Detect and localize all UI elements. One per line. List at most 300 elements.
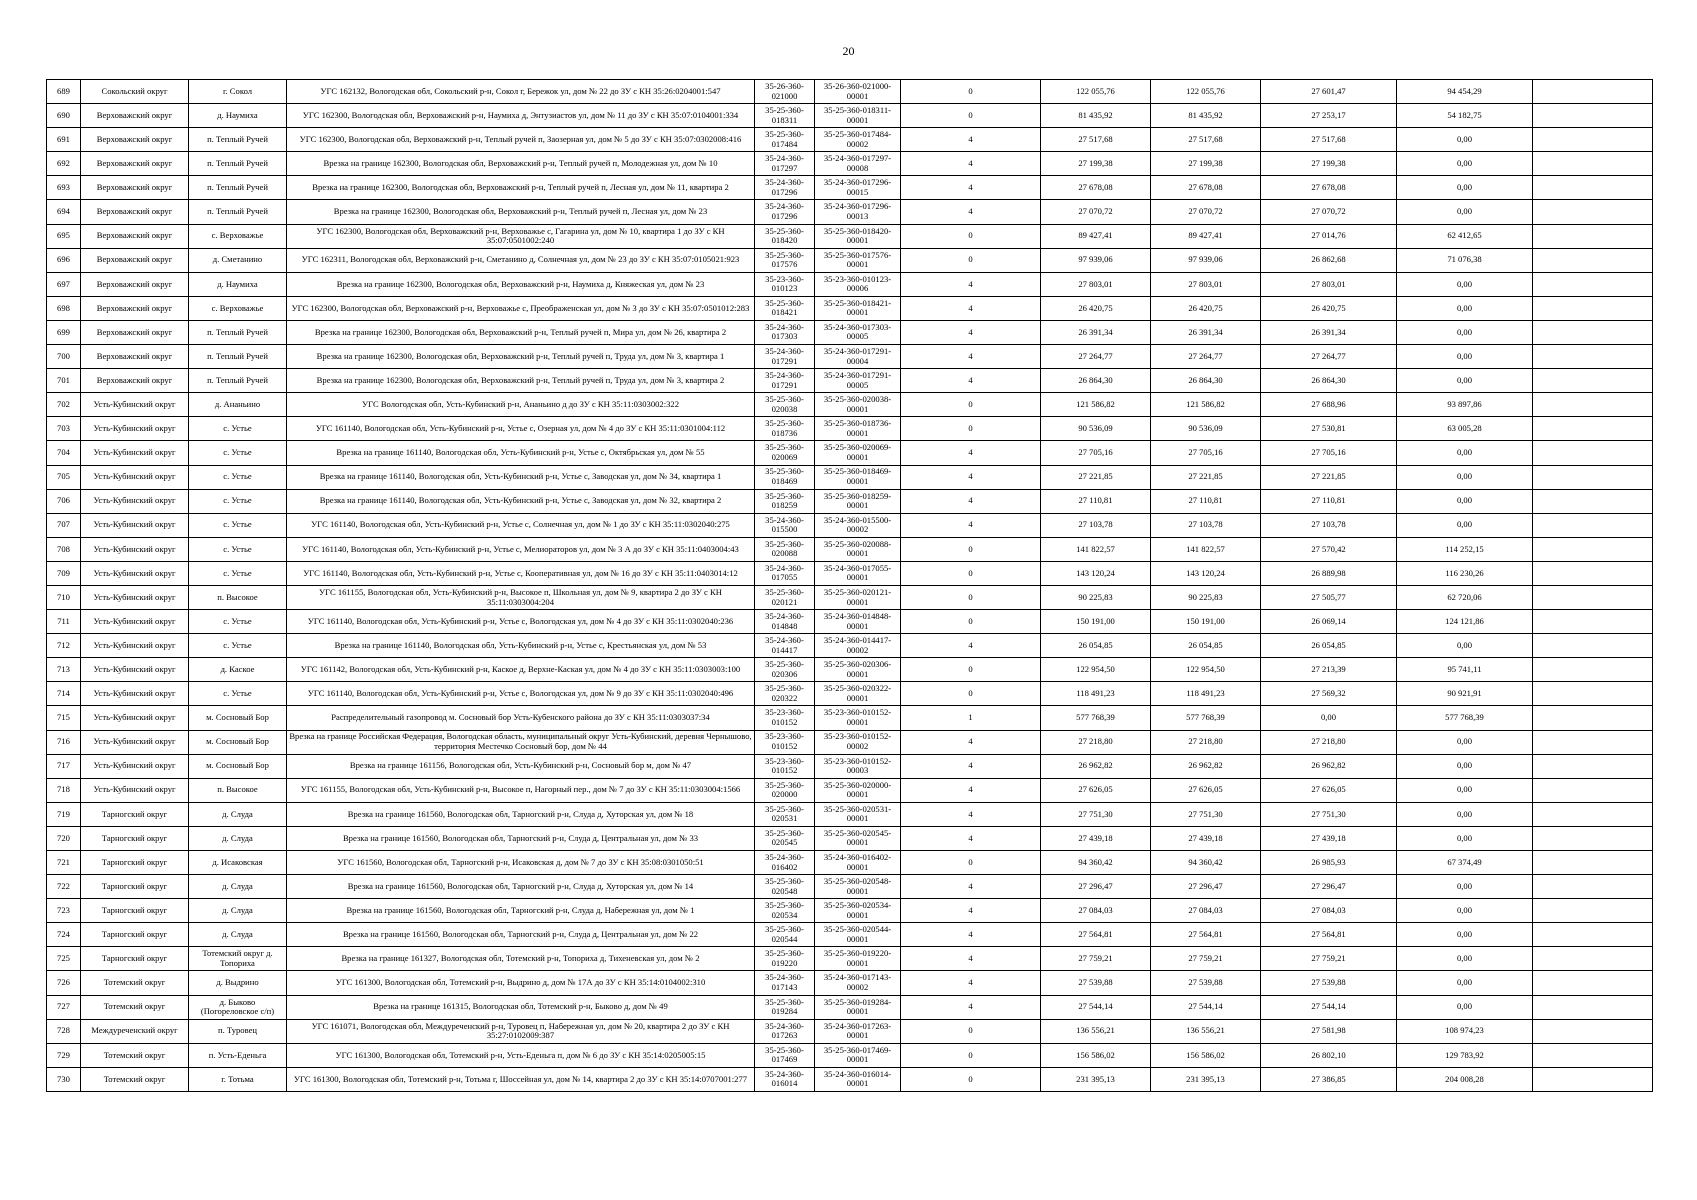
category-cell: 4 [901,826,1041,850]
row-number-cell: 716 [47,730,81,754]
category-cell: 4 [901,320,1041,344]
note-cell [1533,899,1653,923]
row-number-cell: 691 [47,128,81,152]
object-id-cell: 35-25-360-018311-00001 [815,104,901,128]
category-cell: 4 [901,345,1041,369]
address-cell: УГС 161071, Вологодская обл, Междуреченский р-н, Туровец п, Набережная ул, дом № 20, квартира 2 до ЗУ с КН 35:27:0102009:387 [287,1019,755,1043]
settlement-cell: с. Устье [189,537,287,561]
category-cell: 0 [901,104,1041,128]
municipal-district-cell: Тотемский округ [81,971,189,995]
total-cost-cell: 143 120,24 [1041,561,1151,585]
municipal-district-cell: Усть-Кубинский округ [81,441,189,465]
amount-a-cell: 27 678,08 [1261,176,1397,200]
note-cell [1533,272,1653,296]
object-code-cell: 35-25-360-019220 [755,947,815,971]
total-cost-cell: 27 439,18 [1041,826,1151,850]
amount-b-cell: 0,00 [1397,489,1533,513]
object-code-cell: 35-25-360-020121 [755,585,815,609]
table-row [47,851,1653,875]
address-cell: Врезка на границе 161327, Вологодская обл, Тотемский р-н, Топориха д, Тихеневская ул, дом № 2 [287,947,755,971]
municipal-district-cell: Тарногский округ [81,947,189,971]
category-cell: 4 [901,923,1041,947]
object-id-cell: 35-25-360-020038-00001 [815,393,901,417]
municipal-district-cell: Усть-Кубинский округ [81,489,189,513]
amount-b-cell: 0,00 [1397,176,1533,200]
category-cell: 0 [901,224,1041,248]
total-cost-cell: 150 191,00 [1041,610,1151,634]
amount-b-cell: 129 783,92 [1397,1043,1533,1067]
page-number: 20 [842,44,855,58]
row-number-cell: 723 [47,899,81,923]
settlement-cell: п. Усть-Еденьга [189,1043,287,1067]
total-cost-cell: 27 296,47 [1041,875,1151,899]
table-row [47,393,1653,417]
table-row [47,947,1653,971]
cost-incl-cell: 121 586,82 [1151,393,1261,417]
category-cell: 4 [901,296,1041,320]
object-id-cell: 35-25-360-020534-00001 [815,899,901,923]
total-cost-cell: 577 768,39 [1041,706,1151,730]
amount-a-cell: 27 199,38 [1261,152,1397,176]
gasification-table [46,79,1653,1092]
total-cost-cell: 27 678,08 [1041,176,1151,200]
amount-a-cell: 26 889,98 [1261,561,1397,585]
amount-a-cell: 26 069,14 [1261,610,1397,634]
note-cell [1533,754,1653,778]
object-code-cell: 35-24-360-017291 [755,369,815,393]
row-number-cell: 715 [47,706,81,730]
note-cell [1533,610,1653,634]
object-code-cell: 35-25-360-020534 [755,899,815,923]
municipal-district-cell: Сокольский округ [81,80,189,104]
note-cell [1533,875,1653,899]
object-code-cell: 35-25-360-020544 [755,923,815,947]
amount-b-cell: 93 897,86 [1397,393,1533,417]
settlement-cell: д. Слуда [189,923,287,947]
table-row [47,345,1653,369]
object-code-cell: 35-25-360-020322 [755,682,815,706]
cost-incl-cell: 27 218,80 [1151,730,1261,754]
settlement-cell: п. Теплый Ручей [189,320,287,344]
category-cell: 4 [901,465,1041,489]
note-cell [1533,248,1653,272]
amount-b-cell: 114 252,15 [1397,537,1533,561]
note-cell [1533,345,1653,369]
table-row [47,369,1653,393]
object-id-cell: 35-25-360-020121-00001 [815,585,901,609]
amount-a-cell: 27 705,16 [1261,441,1397,465]
cost-incl-cell: 136 556,21 [1151,1019,1261,1043]
object-code-cell: 35-25-360-020000 [755,778,815,802]
note-cell [1533,634,1653,658]
cost-incl-cell: 150 191,00 [1151,610,1261,634]
object-code-cell: 35-24-360-015500 [755,513,815,537]
row-number-cell: 730 [47,1067,81,1091]
note-cell [1533,561,1653,585]
cost-incl-cell: 577 768,39 [1151,706,1261,730]
address-cell: Врезка на границе 162300, Вологодская обл, Верховажский р-н, Теплый ручей п, Труда ул, дом № 3, квартира 1 [287,345,755,369]
note-cell [1533,802,1653,826]
note-cell [1533,947,1653,971]
settlement-cell: п. Теплый Ручей [189,176,287,200]
amount-a-cell: 27 264,77 [1261,345,1397,369]
category-cell: 4 [901,441,1041,465]
table-row [47,802,1653,826]
note-cell [1533,417,1653,441]
municipal-district-cell: Тотемский округ [81,1067,189,1091]
table-body [47,80,1653,1092]
amount-a-cell: 26 864,30 [1261,369,1397,393]
object-id-cell: 35-24-360-017297-00008 [815,152,901,176]
address-cell: Врезка на границе 161140, Вологодская обл, Усть-Кубинский р-н, Устье с, Крестьянская ул, дом № 53 [287,634,755,658]
settlement-cell: д. Слуда [189,826,287,850]
municipal-district-cell: Тарногский округ [81,923,189,947]
municipal-district-cell: Верховажский округ [81,152,189,176]
municipal-district-cell: Усть-Кубинский округ [81,754,189,778]
row-number-cell: 722 [47,875,81,899]
table-row [47,417,1653,441]
row-number-cell: 708 [47,537,81,561]
category-cell: 4 [901,971,1041,995]
amount-a-cell: 26 420,75 [1261,296,1397,320]
table-row [47,875,1653,899]
object-id-cell: 35-24-360-016402-00001 [815,851,901,875]
address-cell: УГС 162300, Вологодская обл, Верховажский р-н, Верховажье с, Гагарина ул, дом № 10, квартира 1 до ЗУ с КН 35:07:0501002:240 [287,224,755,248]
category-cell: 4 [901,152,1041,176]
amount-a-cell: 27 544,14 [1261,995,1397,1019]
object-code-cell: 35-24-360-016014 [755,1067,815,1091]
row-number-cell: 712 [47,634,81,658]
cost-incl-cell: 122 055,76 [1151,80,1261,104]
amount-a-cell: 27 626,05 [1261,778,1397,802]
amount-a-cell: 27 570,42 [1261,537,1397,561]
settlement-cell: с. Устье [189,417,287,441]
municipal-district-cell: Усть-Кубинский округ [81,417,189,441]
object-id-cell: 35-25-360-020306-00001 [815,658,901,682]
municipal-district-cell: Усть-Кубинский округ [81,465,189,489]
municipal-district-cell: Верховажский округ [81,176,189,200]
total-cost-cell: 27 264,77 [1041,345,1151,369]
total-cost-cell: 118 491,23 [1041,682,1151,706]
settlement-cell: с. Устье [189,513,287,537]
settlement-cell: д. Наумиха [189,104,287,128]
row-number-cell: 692 [47,152,81,176]
amount-a-cell: 27 601,47 [1261,80,1397,104]
settlement-cell: п. Теплый Ручей [189,128,287,152]
note-cell [1533,1043,1653,1067]
row-number-cell: 707 [47,513,81,537]
cost-incl-cell: 27 517,68 [1151,128,1261,152]
municipal-district-cell: Тарногский округ [81,826,189,850]
settlement-cell: Тотемский округ д. Топориха [189,947,287,971]
municipal-district-cell: Верховажский округ [81,369,189,393]
object-code-cell: 35-25-360-018420 [755,224,815,248]
row-number-cell: 721 [47,851,81,875]
object-code-cell: 35-24-360-017296 [755,176,815,200]
total-cost-cell: 26 420,75 [1041,296,1151,320]
cost-incl-cell: 27 084,03 [1151,899,1261,923]
row-number-cell: 700 [47,345,81,369]
category-cell: 4 [901,200,1041,224]
total-cost-cell: 27 564,81 [1041,923,1151,947]
cost-incl-cell: 26 391,34 [1151,320,1261,344]
settlement-cell: с. Устье [189,441,287,465]
total-cost-cell: 121 586,82 [1041,393,1151,417]
settlement-cell: д. Слуда [189,875,287,899]
note-cell [1533,995,1653,1019]
row-number-cell: 699 [47,320,81,344]
object-code-cell: 35-25-360-020545 [755,826,815,850]
municipal-district-cell: Усть-Кубинский округ [81,658,189,682]
note-cell [1533,465,1653,489]
municipal-district-cell: Верховажский округ [81,248,189,272]
address-cell: УГС 161155, Вологодская обл, Усть-Кубинский р-н, Высокое п, Нагорный пер., дом № 7 до ЗУ с КН 35:11:0303004:1566 [287,778,755,802]
amount-b-cell: 0,00 [1397,345,1533,369]
object-id-cell: 35-25-360-020088-00001 [815,537,901,561]
object-code-cell: 35-25-360-018469 [755,465,815,489]
address-cell: Врезка на границе 161560, Вологодская обл, Тарногский р-н, Слуда д, Набережная ул, дом № 1 [287,899,755,923]
settlement-cell: д. Слуда [189,899,287,923]
municipal-district-cell: Тарногский округ [81,875,189,899]
total-cost-cell: 27 759,21 [1041,947,1151,971]
total-cost-cell: 27 070,72 [1041,200,1151,224]
cost-incl-cell: 231 395,13 [1151,1067,1261,1091]
object-code-cell: 35-24-360-017297 [755,152,815,176]
object-id-cell: 35-24-360-017291-00005 [815,369,901,393]
total-cost-cell: 27 517,68 [1041,128,1151,152]
table-row [47,778,1653,802]
table-row [47,537,1653,561]
object-code-cell: 35-25-360-019284 [755,995,815,1019]
total-cost-cell: 26 864,30 [1041,369,1151,393]
address-cell: УГС 162300, Вологодская обл, Верховажский р-н, Наумиха д, Энтузиастов ул, дом № 11 до ЗУ с КН 35:07:0104001:334 [287,104,755,128]
object-code-cell: 35-25-360-018421 [755,296,815,320]
row-number-cell: 728 [47,1019,81,1043]
note-cell [1533,826,1653,850]
amount-a-cell: 27 439,18 [1261,826,1397,850]
object-id-cell: 35-24-360-017303-00005 [815,320,901,344]
amount-b-cell: 0,00 [1397,995,1533,1019]
municipal-district-cell: Междуреченский округ [81,1019,189,1043]
object-code-cell: 35-25-360-020038 [755,393,815,417]
total-cost-cell: 26 391,34 [1041,320,1151,344]
table-row [47,899,1653,923]
amount-b-cell: 108 974,23 [1397,1019,1533,1043]
municipal-district-cell: Усть-Кубинский округ [81,634,189,658]
note-cell [1533,176,1653,200]
cost-incl-cell: 27 751,30 [1151,802,1261,826]
amount-a-cell: 0,00 [1261,706,1397,730]
category-cell: 0 [901,610,1041,634]
amount-a-cell: 27 296,47 [1261,875,1397,899]
municipal-district-cell: Верховажский округ [81,200,189,224]
address-cell: Врезка на границе 162300, Вологодская обл, Верховажский р-н, Теплый ручей п, Молодежная ул, дом № 10 [287,152,755,176]
cost-incl-cell: 97 939,06 [1151,248,1261,272]
cost-incl-cell: 27 199,38 [1151,152,1261,176]
cost-incl-cell: 26 962,82 [1151,754,1261,778]
table-row [47,489,1653,513]
category-cell: 4 [901,802,1041,826]
total-cost-cell: 141 822,57 [1041,537,1151,561]
address-cell: Врезка на границе 161560, Вологодская обл, Тарногский р-н, Слуда д, Хуторская ул, дом № 14 [287,875,755,899]
total-cost-cell: 97 939,06 [1041,248,1151,272]
municipal-district-cell: Усть-Кубинский округ [81,513,189,537]
total-cost-cell: 27 803,01 [1041,272,1151,296]
address-cell: УГС 161300, Вологодская обл, Тотемский р-н, Усть-Еденьга п, дом № 6 до ЗУ с КН 35:14:0205005:15 [287,1043,755,1067]
object-code-cell: 35-23-360-010152 [755,730,815,754]
table-row [47,1067,1653,1091]
table-row [47,296,1653,320]
address-cell: Врезка на границе 161140, Вологодская обл, Усть-Кубинский р-н, Устье с, Октябрьская ул, дом № 55 [287,441,755,465]
cost-incl-cell: 156 586,02 [1151,1043,1261,1067]
total-cost-cell: 122 055,76 [1041,80,1151,104]
row-number-cell: 709 [47,561,81,585]
cost-incl-cell: 26 864,30 [1151,369,1261,393]
category-cell: 0 [901,80,1041,104]
object-id-cell: 35-24-360-017143-00002 [815,971,901,995]
table-row [47,585,1653,609]
amount-b-cell: 94 454,29 [1397,80,1533,104]
amount-b-cell: 0,00 [1397,971,1533,995]
object-id-cell: 35-24-360-017291-00004 [815,345,901,369]
total-cost-cell: 27 110,81 [1041,489,1151,513]
cost-incl-cell: 27 103,78 [1151,513,1261,537]
settlement-cell: с. Верховажье [189,296,287,320]
address-cell: УГС 161155, Вологодская обл, Усть-Кубинский р-н, Высокое п, Школьная ул, дом № 9, квартира 2 до ЗУ с КН 35:11:0303004:204 [287,585,755,609]
category-cell: 0 [901,1067,1041,1091]
note-cell [1533,706,1653,730]
address-cell: УГС 162132, Вологодская обл, Сокольский р-н, Сокол г, Бережок ул, дом № 22 до ЗУ с КН 35:26:0204001:547 [287,80,755,104]
amount-a-cell: 27 688,96 [1261,393,1397,417]
amount-b-cell: 0,00 [1397,923,1533,947]
object-code-cell: 35-24-360-014848 [755,610,815,634]
amount-a-cell: 27 221,85 [1261,465,1397,489]
amount-b-cell: 0,00 [1397,826,1533,850]
object-id-cell: 35-25-360-020069-00001 [815,441,901,465]
object-code-cell: 35-25-360-020306 [755,658,815,682]
total-cost-cell: 122 954,50 [1041,658,1151,682]
note-cell [1533,369,1653,393]
category-cell: 0 [901,851,1041,875]
object-id-cell: 35-25-360-018259-00001 [815,489,901,513]
object-id-cell: 35-26-360-021000-00001 [815,80,901,104]
row-number-cell: 720 [47,826,81,850]
municipal-district-cell: Усть-Кубинский округ [81,730,189,754]
cost-incl-cell: 94 360,42 [1151,851,1261,875]
amount-a-cell: 26 391,34 [1261,320,1397,344]
amount-a-cell: 27 218,80 [1261,730,1397,754]
table-row [47,128,1653,152]
category-cell: 0 [901,658,1041,682]
address-cell: Врезка на границе 162300, Вологодская обл, Верховажский р-н, Теплый ручей п, Лесная ул, дом № 11, квартира 2 [287,176,755,200]
row-number-cell: 704 [47,441,81,465]
municipal-district-cell: Усть-Кубинский округ [81,561,189,585]
amount-a-cell: 26 862,68 [1261,248,1397,272]
address-cell: УГС 161140, Вологодская обл, Усть-Кубинский р-н, Устье с, Солнечная ул, дом № 1 до ЗУ с КН 35:11:0302040:275 [287,513,755,537]
object-code-cell: 35-25-360-018259 [755,489,815,513]
cost-incl-cell: 26 054,85 [1151,634,1261,658]
address-cell: УГС 162300, Вологодская обл, Верховажский р-н, Теплый ручей п, Заозерная ул, дом № 5 до ЗУ с КН 35:07:0302008:416 [287,128,755,152]
address-cell: Врезка на границе 161156, Вологодская обл, Усть-Кубинский р-н, Сосновый бор м, дом № 47 [287,754,755,778]
address-cell: Врезка на границе 162300, Вологодская обл, Верховажский р-н, Наумиха д, Княжеская ул, дом № 23 [287,272,755,296]
municipal-district-cell: Верховажский округ [81,320,189,344]
amount-b-cell: 577 768,39 [1397,706,1533,730]
amount-a-cell: 27 569,32 [1261,682,1397,706]
table-row [47,923,1653,947]
object-id-cell: 35-23-360-010123-00006 [815,272,901,296]
settlement-cell: п. Высокое [189,778,287,802]
row-number-cell: 705 [47,465,81,489]
table-row [47,561,1653,585]
row-number-cell: 724 [47,923,81,947]
amount-a-cell: 26 962,82 [1261,754,1397,778]
amount-a-cell: 27 084,03 [1261,899,1397,923]
object-id-cell: 35-25-360-020548-00001 [815,875,901,899]
note-cell [1533,1019,1653,1043]
amount-a-cell: 27 759,21 [1261,947,1397,971]
table-row [47,104,1653,128]
municipal-district-cell: Верховажский округ [81,345,189,369]
object-id-cell: 35-25-360-018421-00001 [815,296,901,320]
municipal-district-cell: Усть-Кубинский округ [81,585,189,609]
amount-b-cell: 54 182,75 [1397,104,1533,128]
object-code-cell: 35-24-360-017303 [755,320,815,344]
municipal-district-cell: Верховажский округ [81,104,189,128]
amount-b-cell: 62 412,65 [1397,224,1533,248]
object-code-cell: 35-25-360-018736 [755,417,815,441]
amount-a-cell: 27 581,98 [1261,1019,1397,1043]
note-cell [1533,730,1653,754]
row-number-cell: 696 [47,248,81,272]
amount-a-cell: 27 110,81 [1261,489,1397,513]
amount-a-cell: 27 803,01 [1261,272,1397,296]
object-code-cell: 35-25-360-018311 [755,104,815,128]
total-cost-cell: 89 427,41 [1041,224,1151,248]
amount-a-cell: 27 070,72 [1261,200,1397,224]
address-cell: УГС 161140, Вологодская обл, Усть-Кубинский р-н, Устье с, Мелиораторов ул, дом № 3 А до ЗУ с КН 35:11:0403004:43 [287,537,755,561]
settlement-cell: д. Каское [189,658,287,682]
table-row [47,1043,1653,1067]
municipal-district-cell: Верховажский округ [81,128,189,152]
settlement-cell: с. Верховажье [189,224,287,248]
total-cost-cell: 27 751,30 [1041,802,1151,826]
category-cell: 4 [901,513,1041,537]
amount-b-cell: 0,00 [1397,465,1533,489]
cost-incl-cell: 26 420,75 [1151,296,1261,320]
municipal-district-cell: Тарногский округ [81,899,189,923]
amount-b-cell: 62 720,06 [1397,585,1533,609]
address-cell: Врезка на границе Российская Федерация, Вологодская область, муниципальный округ Усть-Кубинский, деревня Чернышово, территория Местечко Сосновый бор, дом № 44 [287,730,755,754]
cost-incl-cell: 27 539,88 [1151,971,1261,995]
municipal-district-cell: Верховажский округ [81,296,189,320]
object-code-cell: 35-26-360-021000 [755,80,815,104]
settlement-cell: п. Теплый Ручей [189,200,287,224]
table-row [47,1019,1653,1043]
amount-b-cell: 0,00 [1397,441,1533,465]
note-cell [1533,851,1653,875]
settlement-cell: д. Быково (Погореловское с/п) [189,995,287,1019]
table-row [47,730,1653,754]
category-cell: 4 [901,176,1041,200]
table-row [47,706,1653,730]
amount-b-cell: 0,00 [1397,802,1533,826]
amount-a-cell: 27 564,81 [1261,923,1397,947]
total-cost-cell: 81 435,92 [1041,104,1151,128]
table-row [47,465,1653,489]
cost-incl-cell: 122 954,50 [1151,658,1261,682]
table-row [47,826,1653,850]
amount-b-cell: 0,00 [1397,200,1533,224]
